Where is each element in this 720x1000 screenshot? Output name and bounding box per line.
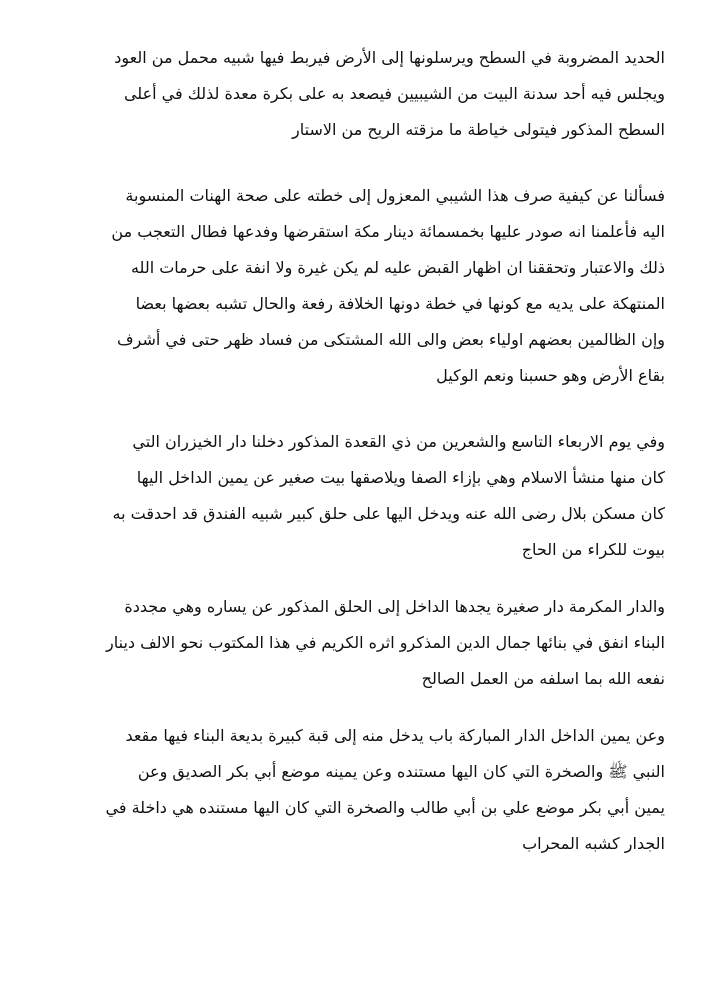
text-line: كان منها منشأ الاسلام وهي بإزاء الصفا ويلاصقها بيت صغير عن يمين الداخل اليها xyxy=(136,468,665,487)
text-line: فسألنا عن كيفية صرف هذا الشيبي المعزول إلى خطته على صحة الهنات المنسوبة xyxy=(125,186,665,205)
text-line: الجدار كشبه المحراب xyxy=(522,834,665,853)
text-line: نفعه الله بما اسلفه من العمل الصالح xyxy=(421,669,665,688)
paragraph-3 xyxy=(55,424,665,568)
text-line: وإن الظالمين بعضهم اولياء بعض والى الله المشتكى من فساد ظهر حتى في أشرف xyxy=(117,330,665,349)
text-line: السطح المذكور فيتولى خياطة ما مزقته الريح من الاستار xyxy=(292,120,665,139)
paragraph-1 xyxy=(55,40,665,148)
text-line: وعن يمين الداخل الدار المباركة باب يدخل منه إلى قبة كبيرة بديعة البناء فيها مقعد xyxy=(125,726,665,745)
text-line: المنتهكة على يديه مع كونها في خطة دونها الخلافة رفعة والحال تشبه بعضها بعضا xyxy=(135,294,665,313)
text-line: البناء انفق في بنائها جمال الدين المذكرو اثره الكريم في هذا المكتوب نحو الالف دينار xyxy=(106,633,665,652)
text-line: والدار المكرمة دار صغيرة يجدها الداخل إلى الحلق المذكور عن يساره وهي مجددة xyxy=(124,597,665,616)
text-line: اليه فأعلمنا انه صودر عليها بخمسمائة دينار مكة استقرضها وفدعها فطال التعجب من xyxy=(111,222,665,241)
text-line: بيوت للكراء من الحاج xyxy=(521,540,665,559)
text-line: الحديد المضروبة في السطح ويرسلونها إلى الأرض فيربط فيها شبيه محمل من العود xyxy=(114,48,665,67)
paragraph-5 xyxy=(55,718,665,862)
text-line: كان مسكن بلال رضى الله عنه ويدخل اليها على حلق كبير شبيه الفندق قد احدقت به xyxy=(112,504,665,523)
text-line: بقاع الأرض وهو حسبنا ونعم الوكيل xyxy=(436,366,665,385)
text-line: يمين أبي بكر موضع علي بن أبي طالب والصخرة التي كان اليها مستنده هي داخلة في xyxy=(105,798,665,817)
paragraph-4 xyxy=(55,589,665,697)
paragraph-2 xyxy=(55,178,665,394)
text-line: وفي يوم الاربعاء التاسع والشعرين من ذي القعدة المذكور دخلنا دار الخيزران التي xyxy=(132,432,665,451)
text-line: ذلك والاعتبار وتحققنا ان اظهار القبض عليه لم يكن غيرة ولا انفة على حرمات الله xyxy=(130,258,665,277)
text-line: النبي ﷺ والصخرة التي كان اليها مستنده وعن يمينه موضع أبي بكر الصديق وعن xyxy=(137,762,665,781)
text-line: ويجلس فيه أحد سدنة البيت من الشيبيين فيصعد به على بكرة معدة لذلك في أعلى xyxy=(123,84,665,103)
